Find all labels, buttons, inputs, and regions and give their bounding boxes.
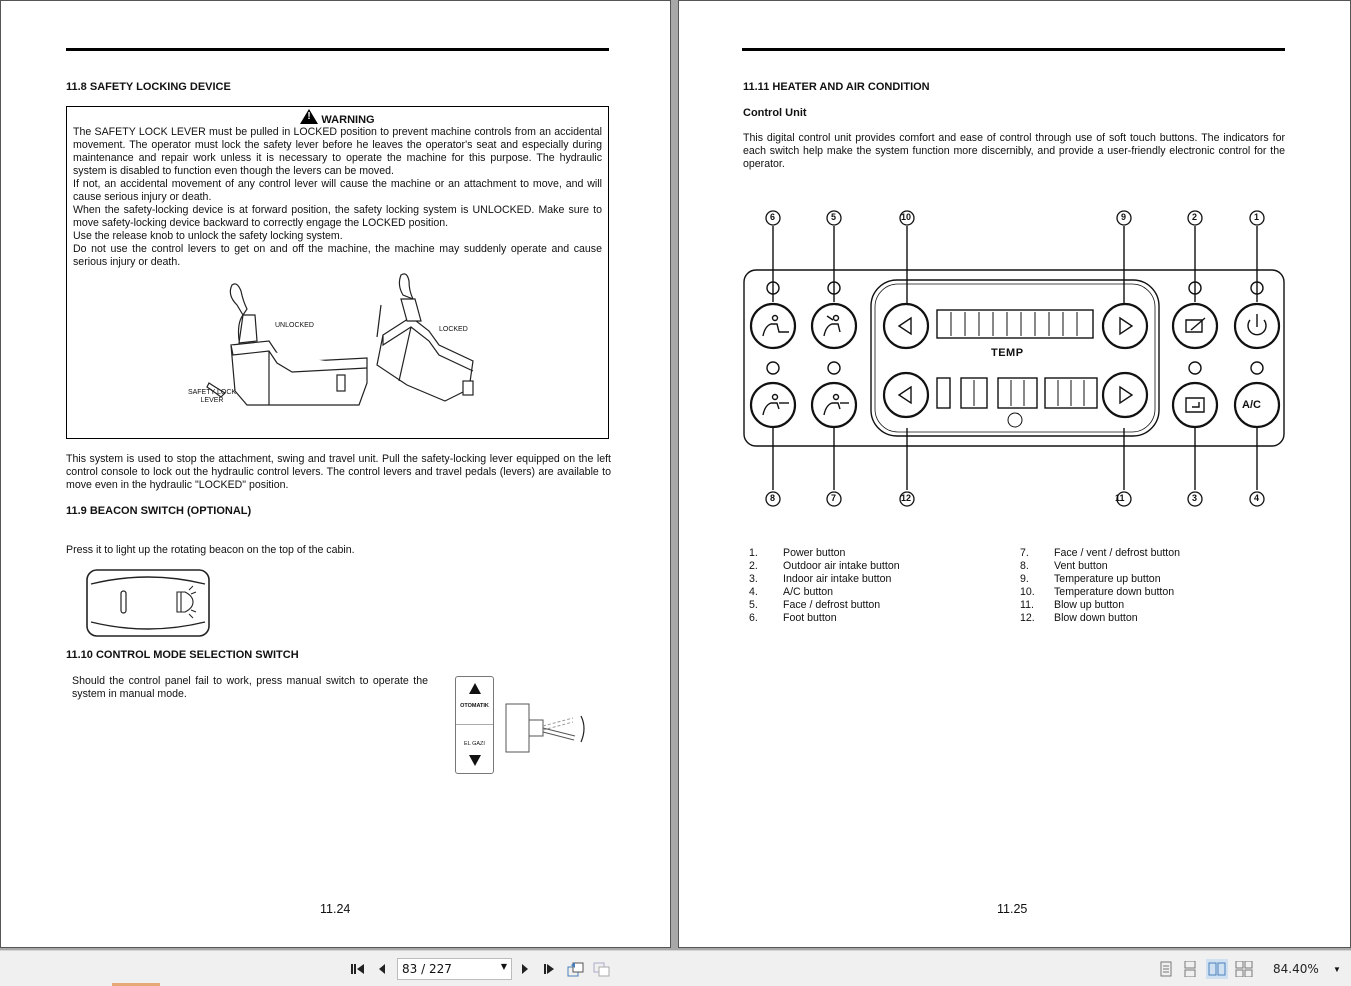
- legend-item: [749, 547, 900, 560]
- continuous-facing-layout-icon: [1235, 961, 1253, 977]
- beacon-description: Press it to light up the rotating beacon on the top of the cabin.: [66, 544, 355, 556]
- legend-num: 12.: [1020, 612, 1035, 624]
- callout-8: 8: [770, 493, 776, 503]
- last-page-button[interactable]: [540, 959, 560, 979]
- facing-layout-icon: [1208, 961, 1226, 977]
- last-page-icon: [542, 962, 558, 976]
- navigation-toolbar: [0, 950, 1351, 986]
- continuous-layout-button[interactable]: [1182, 959, 1198, 979]
- legend-label: Indoor air intake button: [783, 573, 892, 585]
- legend-item: [1020, 547, 1180, 560]
- page-number-right: 11.25: [997, 902, 1028, 916]
- legend-item: [749, 612, 900, 625]
- safety-lock-lever-label: SAFETY LOCK LEVER: [187, 389, 237, 404]
- header-rule: [742, 48, 1285, 51]
- el-gazi-label: EL GAZI: [464, 741, 485, 747]
- callouts-bottom: [770, 493, 1325, 507]
- button-legend-left: [749, 547, 900, 625]
- ac-button-label: A/C: [1242, 399, 1261, 411]
- callout-10: 10: [901, 212, 912, 222]
- callout-1: 1: [1254, 212, 1260, 222]
- otomatik-label: OTOMATIK: [460, 703, 489, 709]
- facing-layout-button[interactable]: [1206, 959, 1228, 979]
- up-arrow-icon: [469, 683, 481, 694]
- control-unit-subtitle: Control Unit: [743, 107, 807, 119]
- legend-label: Power button: [783, 547, 846, 559]
- page-number-value: 83 / 227: [402, 962, 452, 976]
- page-11-24: [0, 0, 671, 948]
- next-page-button[interactable]: [517, 959, 533, 979]
- continuous-layout-icon: [1184, 961, 1196, 977]
- first-page-icon: [350, 962, 366, 976]
- locked-label: LOCKED: [439, 326, 468, 333]
- legend-label: Foot button: [783, 612, 837, 624]
- chevron-down-icon[interactable]: ▼: [500, 962, 507, 971]
- page-11-25: [678, 0, 1351, 948]
- legend-label: Blow down button: [1054, 612, 1138, 624]
- legend-num: 5.: [749, 599, 758, 611]
- legend-label: Temperature down button: [1054, 586, 1175, 598]
- chevron-down-icon: ▼: [1333, 964, 1341, 974]
- legend-label: Blow up button: [1054, 599, 1125, 611]
- next-view-button[interactable]: [592, 959, 612, 979]
- legend-label: Outdoor air intake button: [783, 560, 900, 572]
- down-arrow-icon: [469, 755, 481, 766]
- first-page-button[interactable]: [348, 959, 368, 979]
- single-page-layout-button[interactable]: [1158, 959, 1174, 979]
- legend-num: 10.: [1020, 586, 1035, 598]
- warning-paragraph: If not, an accidental movement of any control lever will cause the machine or an attachment to move, and will cause serious injury or death.: [73, 178, 602, 203]
- warning-heading: [67, 109, 608, 126]
- temp-label: TEMP: [991, 347, 1024, 359]
- legend-item: [749, 586, 900, 599]
- next-page-icon: [520, 962, 530, 976]
- legend-label: Vent button: [1054, 560, 1108, 572]
- warning-triangle-icon: [300, 109, 318, 124]
- section-title-11-11: 11.11 HEATER AND AIR CONDITION: [743, 81, 930, 93]
- legend-num: 1.: [749, 547, 758, 559]
- callout-3: 3: [1192, 493, 1198, 503]
- legend-num: 7.: [1020, 547, 1029, 559]
- callout-4: 4: [1254, 493, 1260, 503]
- legend-item: [1020, 599, 1180, 612]
- switch-divider: [456, 724, 493, 725]
- callout-6: 6: [770, 212, 776, 222]
- callout-5: 5: [831, 212, 837, 222]
- warning-title: WARNING: [321, 114, 375, 126]
- page-number-left: 11.24: [320, 902, 351, 916]
- legend-label: A/C button: [783, 586, 834, 598]
- warning-paragraph: When the safety-locking device is at forward position, the safety locking system is UNLOCKED. Make sure to move safety-locking device backward to correctly engage the LOCKED position.: [73, 204, 602, 229]
- legend-item: [749, 599, 900, 612]
- zoom-dropdown-button[interactable]: [1331, 959, 1343, 979]
- warning-paragraph: Do not use the control levers to get on and off the machine, the machine may suddenly operate and cause serious injury or death.: [73, 243, 602, 268]
- legend-item: [1020, 573, 1180, 586]
- callout-9: 9: [1121, 212, 1127, 222]
- warning-text: [73, 126, 602, 269]
- legend-num: 3.: [749, 573, 758, 585]
- legend-num: 4.: [749, 586, 758, 598]
- legend-item: [1020, 560, 1180, 573]
- legend-item: [749, 573, 900, 586]
- warning-box: [66, 106, 609, 439]
- beacon-switch-illustration: [85, 568, 211, 638]
- control-mode-description: Should the control panel fail to work, press manual switch to operate the system in manual mode.: [72, 675, 428, 700]
- section-title-11-10: 11.10 CONTROL MODE SELECTION SWITCH: [66, 649, 299, 661]
- continuous-facing-layout-button[interactable]: [1234, 959, 1254, 979]
- previous-page-button[interactable]: [374, 959, 390, 979]
- single-page-layout-icon: [1160, 961, 1172, 977]
- legend-item: [1020, 612, 1180, 625]
- control-unit-description: This digital control unit provides comfort and ease of control through use of soft touch buttons. The indicators for each switch help make the system function more discernibly, and provide a user-friendly electronic control for the operator.: [743, 132, 1285, 170]
- safety-locking-description: This system is used to stop the attachment, swing and travel unit. Pull the safety-locking lever equipped on the left control console to lock out the hydraulic control levers. The control levers and travel pedals (levers) are available to move even in the hydraulic "LOCKED" position.: [66, 453, 611, 491]
- legend-num: 9.: [1020, 573, 1029, 585]
- previous-page-icon: [377, 962, 387, 976]
- legend-label: Temperature up button: [1054, 573, 1161, 585]
- legend-num: 2.: [749, 560, 758, 572]
- callout-7: 7: [831, 493, 837, 503]
- legend-num: 6.: [749, 612, 758, 624]
- section-title-11-8: 11.8 SAFETY LOCKING DEVICE: [66, 81, 231, 93]
- header-rule: [66, 48, 609, 51]
- previous-view-button[interactable]: [566, 959, 586, 979]
- legend-item: [749, 560, 900, 573]
- previous-view-icon: [567, 961, 585, 977]
- callouts-top: [770, 212, 1325, 226]
- legend-num: 11.: [1020, 599, 1034, 611]
- button-legend-right: [1020, 547, 1180, 625]
- legend-label: Face / vent / defrost button: [1054, 547, 1181, 559]
- page-number-input[interactable]: [397, 958, 512, 980]
- zoom-level[interactable]: 84.40%: [1273, 962, 1319, 976]
- callout-11: 11: [1115, 493, 1125, 503]
- warning-paragraph: The SAFETY LOCK LEVER must be pulled in LOCKED position to prevent machine controls from an accidental movement. The operator must lock the safety lever before he leaves the operator's seat and especially during maintenance and repair work unless it is necessary to operate the machine for this purpose. The hydraulic system is disabled to function even though the levers can be moved.: [73, 126, 602, 177]
- toggle-switch-side-illustration: [501, 696, 591, 758]
- next-view-icon: [593, 961, 611, 977]
- unlocked-label: UNLOCKED: [275, 322, 314, 329]
- legend-item: [1020, 586, 1180, 599]
- callout-2: 2: [1192, 212, 1198, 222]
- legend-num: 8.: [1020, 560, 1029, 572]
- callout-12: 12: [901, 493, 912, 503]
- section-title-11-9: 11.9 BEACON SWITCH (OPTIONAL): [66, 505, 252, 517]
- control-mode-switch-illustration: [455, 676, 494, 774]
- legend-label: Face / defrost button: [783, 599, 881, 611]
- warning-paragraph: Use the release knob to unlock the safety locking system.: [73, 230, 343, 242]
